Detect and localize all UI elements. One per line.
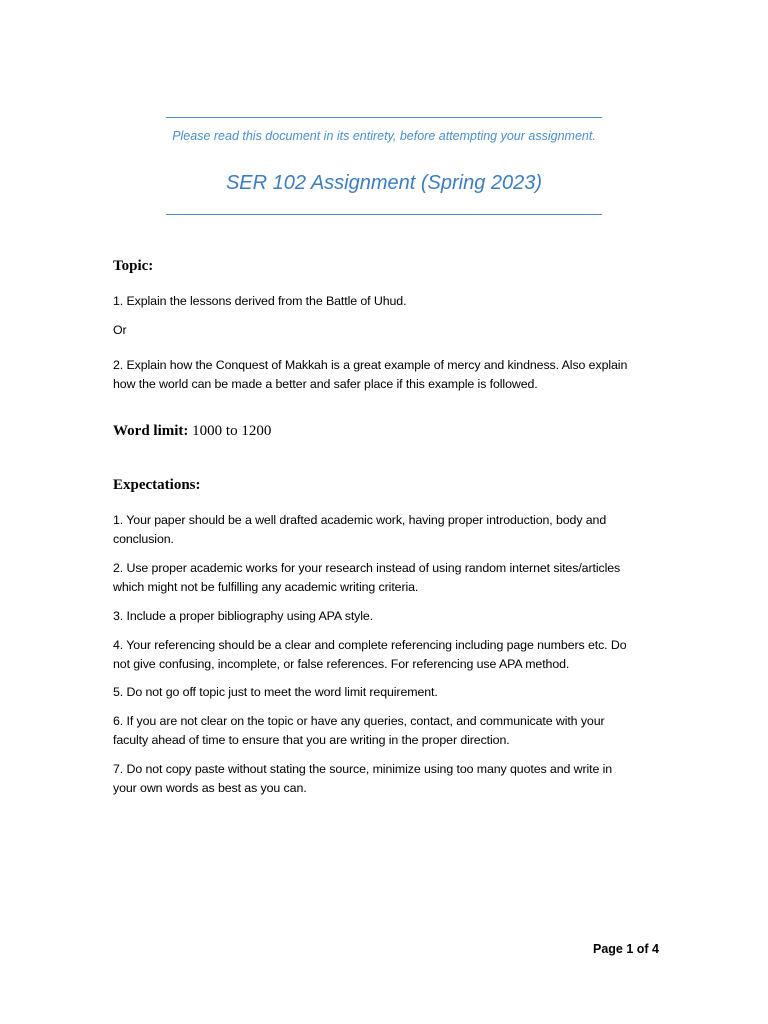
- expectation-line: your own words as best as you can.: [113, 781, 307, 795]
- expectations-heading: Expectations:: [113, 477, 201, 493]
- expectation-line: 4. Your referencing should be a clear and complete referencing including page numbers etc. Do: [113, 638, 627, 652]
- expectation-item-7: [113, 760, 663, 798]
- topic-or: Or: [113, 323, 127, 337]
- topic-heading: Topic:: [113, 258, 154, 274]
- expectation-line: 1. Your paper should be a well drafted academic work, having proper introduction, body and: [113, 513, 607, 527]
- expectation-line: 2. Use proper academic works for your research instead of using random internet sites/articles: [113, 561, 621, 575]
- expectation-line: which might not be fulfilling any academic writing criteria.: [113, 580, 419, 594]
- expectation-item-4: [113, 636, 663, 674]
- expectation-item-5: [113, 683, 663, 702]
- expectation-line: 3. Include a proper bibliography using APA style.: [113, 609, 374, 623]
- page-number: Page 1 of 4: [593, 942, 659, 956]
- topic-option-1: 1. Explain the lessons derived from the Battle of Uhud.: [113, 294, 407, 308]
- read-notice: Please read this document in its entirety, before attempting your assignment.: [172, 129, 596, 143]
- expectation-line: 5. Do not go off topic just to meet the word limit requirement.: [113, 685, 438, 699]
- word-limit-label: Word limit:: [113, 423, 189, 439]
- expectation-line: not give confusing, incomplete, or false references. For referencing use APA method.: [113, 657, 570, 671]
- header-bottom-rule: [166, 214, 602, 215]
- expectation-line: 6. If you are not clear on the topic or have any queries, contact, and communicate with your: [113, 714, 605, 728]
- word-limit: [113, 423, 271, 440]
- document-title: SER 102 Assignment (Spring 2023): [225, 172, 543, 194]
- expectation-item-3: [113, 607, 663, 626]
- expectation-line: 7. Do not copy paste without stating the source, minimize using too many quotes and write in: [113, 762, 613, 776]
- topic-option-2: [113, 356, 663, 394]
- expectation-line: faculty ahead of time to ensure that you are writing in the proper direction.: [113, 733, 510, 747]
- word-limit-value: 1000 to 1200: [192, 423, 272, 439]
- expectation-item-6: [113, 712, 663, 750]
- topic-option-2-line-1: 2. Explain how the Conquest of Makkah is a great example of mercy and kindness. Also explain: [113, 358, 628, 372]
- expectation-line: conclusion.: [113, 532, 174, 546]
- header-top-rule: [166, 117, 602, 118]
- topic-option-2-line-2: how the world can be made a better and safer place if this example is followed.: [113, 377, 538, 391]
- expectation-item-2: [113, 559, 663, 597]
- expectation-item-1: [113, 511, 663, 549]
